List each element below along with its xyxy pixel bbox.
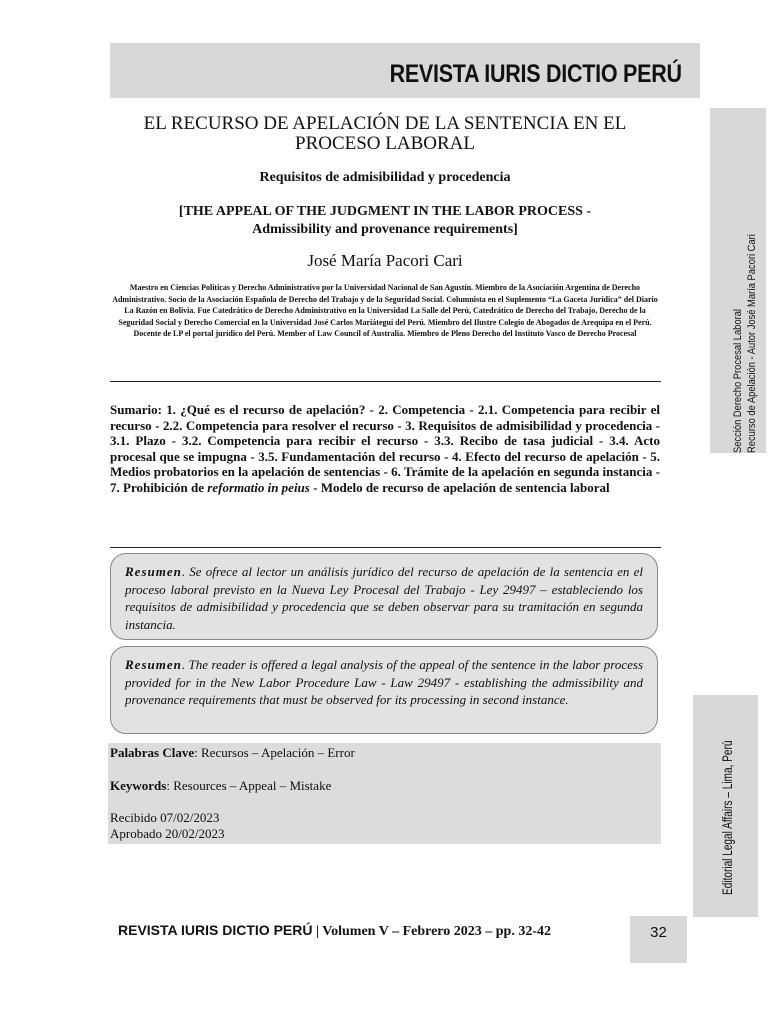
abstract-label: Resumen [125,657,182,672]
author-bio: Maestro en Ciencias Políticas y Derecho Administrativo por la Universidad Nacional de San Agustín. Miembro de la Asociación Argentina de Derecho Administrativo. Socio de la Asociación Española de Derecho del Trabajo y de la Seguridad Social. Columnista en el Suplemento “La Gaceta Jurídica” del Diario La Razón en Bolivia. Fue Catedrático de Derecho Administrativo en la Universidad La Salle del Perú, Catedrático de Derecho del Trabajo, Derecho de la Seguridad Social y Derecho Comercial en la Universidad José Carlos Mariátegui del Perú. Miembro del Ilustre Colegio de Abogados de Arequipa en el Perú. Docente de LP el portal jurídico del Perú. Member of Law Council of Australia. Miembro de Pleno Derecho del Instituto Vasco de Derecho Procesal [112,283,658,339]
summary-text-end: - Modelo de recurso de apelación de sentencia laboral [309,479,610,495]
divider-top [110,381,661,382]
abstract-text: . Se ofrece al lector un análisis jurídico del recurso de apelación de la sentencia en el proceso laboral previsto en la Nueva Ley Procesal del Trabajo - Ley 29497 – estableciendo los requisitos de admisibilidad y procedencia que se deben observar para su tramitación en segunda instancia. [125,564,643,632]
english-title [110,203,660,239]
keywords-value: : Resources – Appeal – Mistake [166,778,332,793]
keywords-label: Palabras Clave [110,745,195,760]
keywords-value: : Recursos – Apelación – Error [194,745,355,760]
summary-italic-term: reformatio in peius [207,479,310,495]
keywords-spanish [110,745,355,761]
footer-volume-details: | Volumen V – Febrero 2023 – pp. 32-42 [312,924,551,939]
english-title-line-1: [THE APPEAL OF THE JUDGMENT IN THE LABOR PROCESS - [178,204,592,219]
article-title-line-1: EL RECURSO DE APELACIÓN DE LA SENTENCIA EN EL [143,113,627,134]
article-title-line-2: PROCESO LABORAL [295,133,475,154]
keywords-label: Keywords [110,778,167,793]
keywords-english [110,778,331,794]
author-name: José María Pacori Cari [307,251,463,270]
received-date: Recibido 07/02/2023 [110,810,220,825]
approved-date: Aprobado 20/02/2023 [110,826,225,841]
summary-text: Sumario: 1. ¿Qué es el recurso de apelación? - 2. Competencia - 2.1. Competencia para recibir el recurso - 2.2. Competencia para resolver el recurso - 3. Requisitos de admisibilidad y procedencia - 3.1. Plazo - 3.2. Competencia para recibir el recurso - 3.3. Recibo de tasa judicial - 3.4. Acto procesal que se impugna - 3.5. Fundamentación del recurso - 4. Efecto del recurso de apelación - 5. Medios probatorios en la apelación de sentencias - 6. Trámite de la apelación en segunda instancia - 7. Prohibición de [110,402,660,495]
section-side-tab [710,108,766,453]
journal-header-band [110,43,700,98]
divider-bottom [110,547,661,548]
abstract-label: Resumen [125,564,182,579]
footer-journal-name: REVISTA IURIS DICTIO PERÚ [118,922,313,938]
page-number: 32 [630,916,687,963]
publisher-side-tab [693,695,758,917]
page-footer [118,922,551,940]
abstract-spanish [110,553,658,640]
article-title [110,114,660,154]
section-name: Sección Derecho Procesal Laboral [732,309,744,453]
section-article-author: Recurso de Apelación - Autor José María Pacori Cari [746,234,758,453]
journal-title: REVISTA IURIS DICTIO PERÚ [389,60,682,88]
article-subtitle: Requisitos de admisibilidad y procedencia [259,170,511,185]
abstract-english [110,646,658,734]
english-title-line-2: Admissibility and provenance requirements] [252,222,518,237]
table-of-contents-summary [110,402,660,496]
abstract-text: . The reader is offered a legal analysis of the appeal of the sentence in the labor process provided for in the New Labor Procedure Law - Law 29497 - establishing the admissibility and provenance requirements that must be observed for its processing in second instance. [125,657,643,707]
publisher-name: Editorial Legal Affairs – Lima, Perú [719,740,735,895]
